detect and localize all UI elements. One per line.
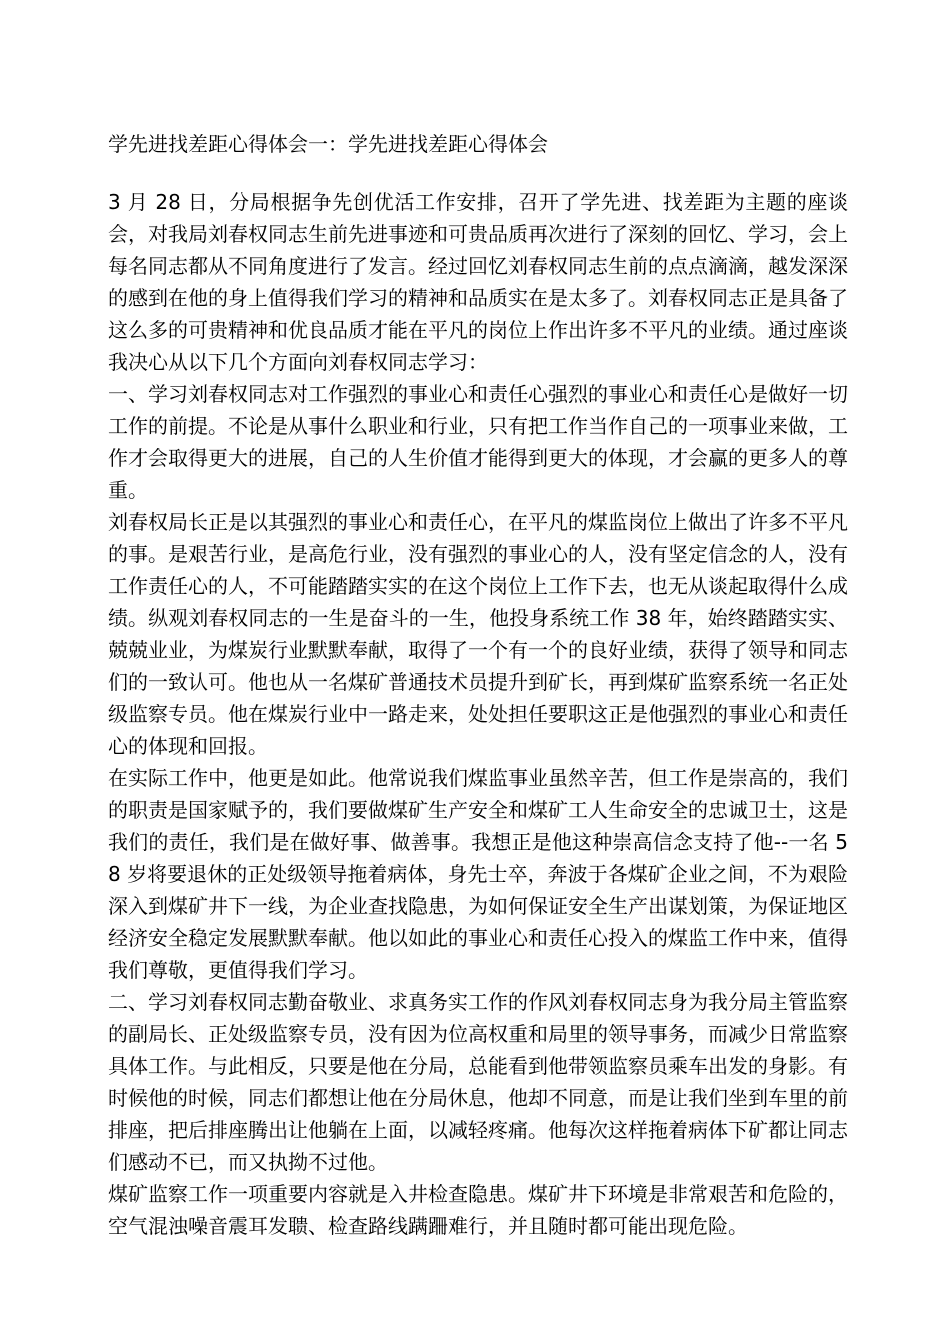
document-body: [108, 186, 848, 1242]
paragraph-5: 二、学习刘春权同志勤奋敬业、求真务实工作的作风刘春权同志身为我分局主管监察的副局长、正处级监察专员，没有因为位高权重和局里的领导事务，而减少日常监察具体工作。与此相反，只要是他在分局，总能看到他带领监察员乘车出发的身影。有时候他的时候，同志们都想让他在分局休息，他却不同意，而是让我们坐到车里的前排座，把后排座腾出让他躺在上面，以减轻疼痛。他每次这样拖着病体下矿都让同志们感动不已，而又执拗不过他。: [108, 990, 848, 1174]
paragraph-3: 刘春权局长正是以其强烈的事业心和责任心，在平凡的煤监岗位上做出了许多不平凡的事。是艰苦行业，是高危行业，没有强烈的事业心的人，没有坚定信念的人，没有工作责任心的人，不可能踏踏实实的在这个岗位上工作下去，也无从谈起取得什么成绩。纵观刘春权同志的一生是奋斗的一生，他投身系统工作 38 年，始终踏踏实实、兢兢业业，为煤炭行业默默奉献，取得了一个有一个的良好业绩，获得了领导和同志们的一致认可。他也从一名煤矿普通技术员提升到矿长，再到煤矿监察系统一名正处级监察专员。他在煤炭行业中一路走来，处处担任要职这正是他强烈的事业心和责任心的体现和回报。: [108, 510, 848, 758]
paragraph-4: 在实际工作中，他更是如此。他常说我们煤监事业虽然辛苦，但工作是崇高的，我们的职责是国家赋予的，我们要做煤矿生产安全和煤矿工人生命安全的忠诚卫士，这是我们的责任，我们是在做好事、做善事。我想正是他这种崇高信念支持了他--一名 58 岁将要退休的正处级领导拖着病体，身先士卒，奔波于各煤矿企业之间，不为艰险深入到煤矿井下一线，为企业查找隐患，为如何保证安全生产出谋划策，为保证地区经济安全稳定发展默默奉献。他以如此的事业心和责任心投入的煤监工作中来，值得我们尊敬，更值得我们学习。: [108, 766, 848, 982]
paragraph-1: 3 月 28 日，分局根据争先创优活工作安排，召开了学先进、找差距为主题的座谈会，对我局刘春权同志生前先进事迹和可贵品质再次进行了深刻的回忆、学习，会上每名同志都从不同角度进行了发言。经过回忆刘春权同志生前的点点滴滴，越发深深的感到在他的身上值得我们学习的精神和品质实在是太多了。刘春权同志正是具备了这么多的可贵精神和优良品质才能在平凡的岗位上作出许多不平凡的业绩。通过座谈我决心从以下几个方面向刘春权同志学习：: [108, 190, 848, 374]
paragraph-6: 煤矿监察工作一项重要内容就是入井检查隐患。煤矿井下环境是非常艰苦和危险的，空气混浊噪音震耳发聩、检查路线蹒跚难行，并且随时都可能出现危险。: [108, 1182, 848, 1238]
paragraph-2: 一、学习刘春权同志对工作强烈的事业心和责任心强烈的事业心和责任心是做好一切工作的前提。不论是从事什么职业和行业，只有把工作当作自己的一项事业来做，工作才会取得更大的进展，自己的人生价值才能得到更大的体现，才会赢的更多人的尊重。: [108, 382, 848, 502]
document-title: 学先进找差距心得体会一：学先进找差距心得体会: [108, 132, 548, 156]
